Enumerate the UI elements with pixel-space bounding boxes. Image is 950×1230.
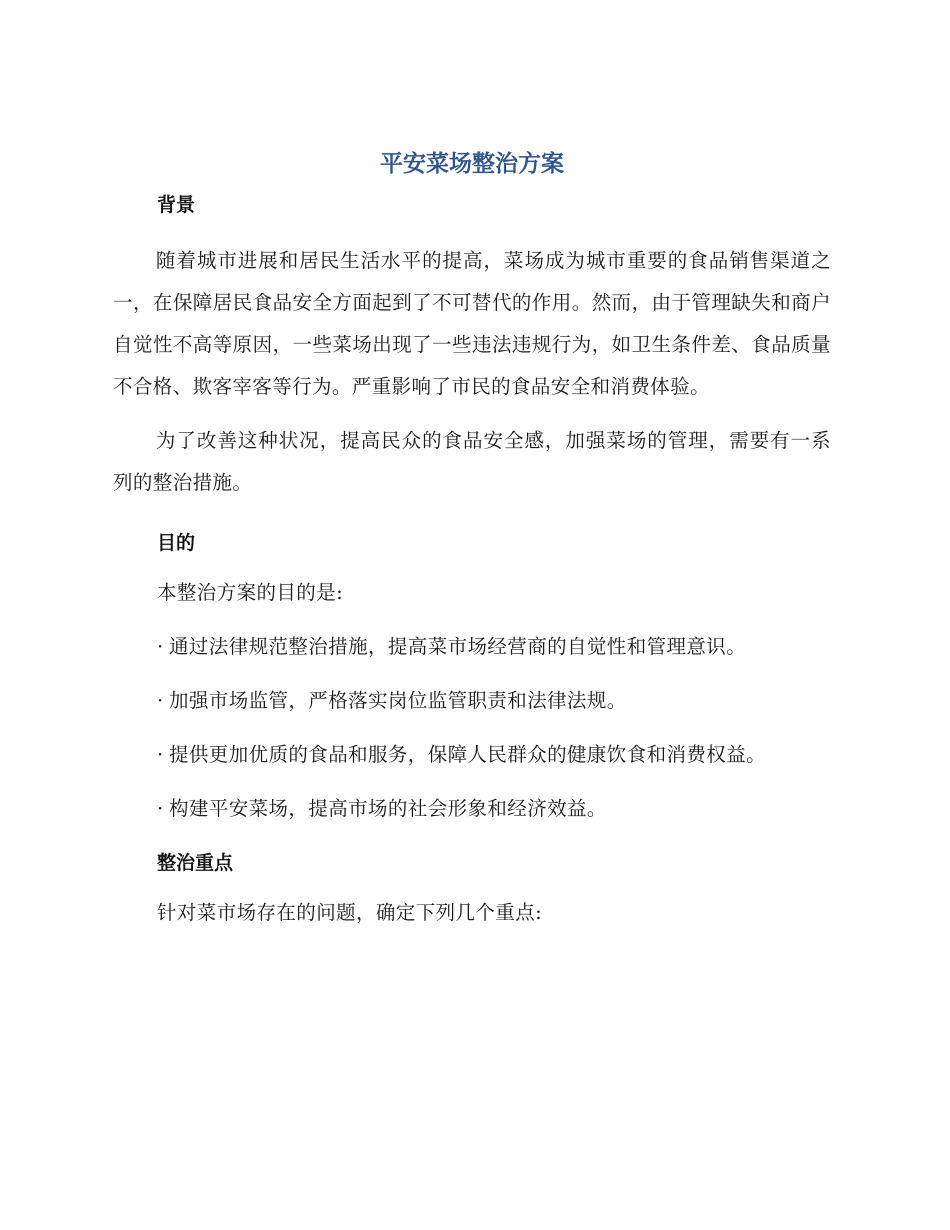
bullet-dot-icon: ·: [157, 635, 164, 658]
bullet-dot-icon: ·: [157, 689, 164, 712]
section-heading-purpose: 目的: [157, 532, 196, 554]
bullet-text: 提供更加优质的食品和服务，保障人民群众的健康饮食和消费权益。: [169, 743, 767, 766]
bullet-text: 通过法律规范整治措施，提高菜市场经营商的自觉性和管理意识。: [169, 635, 747, 658]
document-body: [113, 146, 831, 952]
section-heading-background: 背景: [157, 194, 196, 216]
bullet-dot-icon: ·: [157, 743, 164, 766]
background-paragraph-1: 随着城市进展和居民生活水平的提高，菜场成为城市重要的食品销售渠道之一，在保障居民食品安全方面起到了不可替代的作用。然而，由于管理缺失和商户自觉性不高等原因，一些菜场出现了一些违法违规行为，如卫生条件差、食品质量不合格、欺客宰客等行为。严重影响了市民的食品安全和消费体验。: [113, 249, 831, 398]
bullet-text: 加强市场监管，严格落实岗位监管职责和法律法规。: [169, 689, 627, 712]
focus-intro: 针对菜市场存在的问题，确定下列几个重点:: [157, 901, 543, 924]
bullet-text: 构建平安菜场，提高市场的社会形象和经济效益。: [169, 797, 607, 820]
document-title: 平安菜场整治方案: [380, 151, 564, 177]
purpose-bullet-3: [113, 740, 831, 770]
bullet-dot-icon: ·: [157, 797, 164, 820]
purpose-bullet-1: [113, 632, 831, 662]
purpose-bullet-2: [113, 686, 831, 716]
purpose-bullet-4: [113, 794, 831, 824]
purpose-intro: 本整治方案的目的是:: [157, 581, 344, 604]
background-paragraph-2: 为了改善这种状况，提高民众的食品安全感，加强菜场的管理，需要有一系列的整治措施。: [113, 429, 831, 494]
section-heading-focus: 整治重点: [157, 852, 234, 874]
